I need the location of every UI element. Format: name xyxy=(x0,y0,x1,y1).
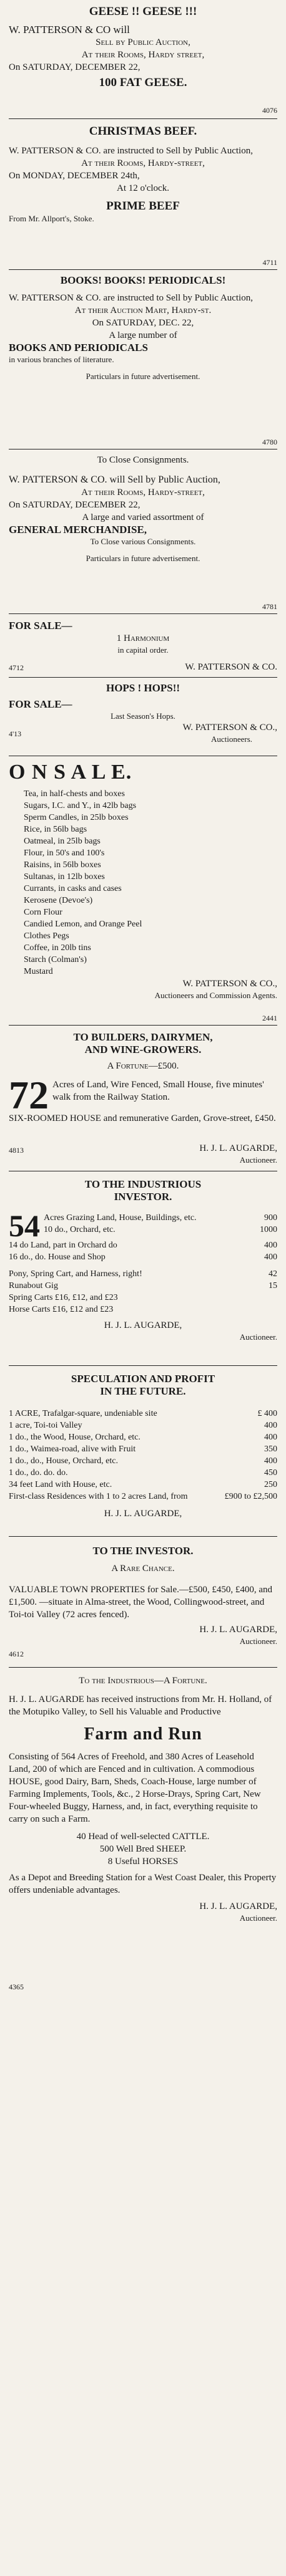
investor-sub: A Rare Chance. xyxy=(111,1564,175,1574)
harmonium-ref: 4712 xyxy=(9,663,24,672)
onsale-list xyxy=(9,788,277,978)
books-title: BOOKS! BOOKS! PERIODICALS! xyxy=(60,274,226,286)
ad-beef-body xyxy=(0,145,286,224)
spec-title1: SPECULATION AND PROFIT xyxy=(71,1373,215,1385)
beef-title: CHRISTMAS BEEF. xyxy=(89,125,197,138)
investor-sig: H. J. L. AUGARDE, xyxy=(199,1625,277,1635)
divider xyxy=(9,1667,277,1668)
investor-sig2: Auctioneer. xyxy=(239,1636,277,1646)
hops-sig2: Auctioneers. xyxy=(210,734,252,744)
ad-farm-body xyxy=(0,1693,286,1923)
farm-body: Consisting of 564 Acres of Freehold, and 380 Acres of Leasehold Land, 200 of which are Fenced and in cultivation. A commodious HOUSE, good Dairy, Barn, Sheds, Coach-House, large number of Farming Implements, Tools, &c., 2 Horse-Drays, Spring Cart, New Four-wheeled Buggy, Harness, and, in fact, everything requisite to carry on such a Farm. xyxy=(9,1752,261,1824)
farm-sig2: Auctioneer. xyxy=(239,1913,277,1923)
books-line6: in various branches of literature. xyxy=(9,355,114,364)
table-row: Pony, Spring Cart, and Harness, right! 42 xyxy=(9,1269,277,1279)
table-row: 1 acre, Toi-toi Valley 400 xyxy=(9,1421,277,1430)
list-item: Tea, in half-chests and boxes xyxy=(24,789,125,799)
geese-line4: On SATURDAY, DECEMBER 22, xyxy=(9,62,141,72)
investor-title: TO THE INVESTOR. xyxy=(92,1545,194,1557)
list-item: Clothes Pegs xyxy=(24,931,69,941)
hops-ref: 4'13 xyxy=(9,729,22,738)
ad-geese xyxy=(0,5,286,19)
beef-line2: At their Rooms, Hardy-street, xyxy=(81,158,205,168)
builders-line2: SIX-ROOMED HOUSE and remunerative Garden, Grove-street, £450. xyxy=(9,1113,276,1123)
list-item: Mustard xyxy=(24,967,53,976)
beef-line3: On MONDAY, DECEMBER 24th, xyxy=(9,171,140,181)
industrious-title2: INVESTOR. xyxy=(114,1191,172,1203)
ad-farm xyxy=(0,1675,286,1687)
list-item: Coffee, in 20lb tins xyxy=(24,943,91,953)
onsale-sig2: Auctioneers and Commission Agents. xyxy=(154,991,277,1000)
builders-title1: TO BUILDERS, DAIRYMEN, xyxy=(73,1031,213,1043)
farm-intro: H. J. L. AUGARDE has received instructions from Mr. H. Holland, of the Motupiko Valley, to Sell his Valuable and Productive xyxy=(9,1694,272,1717)
table-row: 1 ACRE, Trafalgar-square, undeniable site £ 400 xyxy=(9,1409,277,1418)
table-row: 1 do., do. do. do. 450 xyxy=(9,1468,277,1478)
ad-industrious xyxy=(0,1178,286,1203)
consign-line2: At their Rooms, Hardy-street, xyxy=(81,488,205,497)
ad-consign xyxy=(0,454,286,466)
list-item: Rice, in 56lb bags xyxy=(24,825,87,834)
books-line4: A large number of xyxy=(109,330,177,340)
table-row: 1 do., the Wood, House, Orchard, etc. 400 xyxy=(9,1433,277,1442)
onsale-ref: 2441 xyxy=(262,1014,277,1022)
harmonium-sig: W. PATTERSON & CO. xyxy=(185,662,277,672)
list-item: Corn Flour xyxy=(24,908,62,917)
geese-line1: W. PATTERSON & CO will xyxy=(9,24,130,36)
ad-builders-body xyxy=(0,1073,286,1125)
beef-line6: From Mr. Allport's, Stoke. xyxy=(9,214,94,223)
divider xyxy=(9,1025,277,1026)
farm-title: To the Industrious—A Fortune. xyxy=(79,1676,207,1686)
builders-text: Acres of Land, Wire Fenced, Small House, five minutes' walk from the Railway Station. xyxy=(52,1080,264,1102)
consign-line7: Particulars in future advertisement. xyxy=(86,554,200,563)
table-row: First-class Residences with 1 to 2 acres Land, from £900 to £2,500 xyxy=(9,1492,277,1501)
ad-spec xyxy=(0,1373,286,1398)
ad-spec-body xyxy=(0,1408,286,1520)
ad-hops-body xyxy=(0,698,286,744)
consign-line6: To Close various Consignments. xyxy=(90,537,196,546)
list-item: Oatmeal, in 25lb bags xyxy=(24,837,101,846)
list-item: Starch (Colman's) xyxy=(24,955,87,964)
harmonium-sig-wrap xyxy=(0,661,286,673)
table-row: Runabout Gig 15 xyxy=(9,1281,277,1290)
list-item: Flour, in 50's and 100's xyxy=(24,848,105,858)
table-row: 1 do., do., House, Orchard, etc. 400 xyxy=(9,1456,277,1466)
geese-line2: Sell by Public Auction, xyxy=(96,37,190,47)
investor-text: VALUABLE TOWN PROPERTIES for Sale.—£500, £450, £400, and £1,500. —situate in Alma-street, the Wood, Collingwood-street, and Toi-toi Valley (72 acres fenced). xyxy=(9,1585,273,1620)
list-item: Sugars, I.C. and Y., in 42lb bags xyxy=(24,801,137,810)
list-item: Candied Lemon, and Orange Peel xyxy=(24,920,142,929)
builders-sig2: Auctioneer. xyxy=(239,1155,277,1165)
ad-consign-body xyxy=(0,474,286,564)
farm-stock3: 8 Useful HORSES xyxy=(107,1857,179,1867)
list-item: Kerosene (Devoe's) xyxy=(24,896,93,905)
farm-stock2: 500 Well Bred SHEEP. xyxy=(99,1844,187,1854)
list-item: Sultanas, in 12lb boxes xyxy=(24,872,105,882)
investor-ref: 4612 xyxy=(9,1650,24,1658)
list-item: Sperm Candles, in 25lb boxes xyxy=(24,813,129,822)
beef-line4: At 12 o'clock. xyxy=(117,183,169,193)
farm-ref: 4365 xyxy=(9,1982,24,1991)
spec-sig: H. J. L. AUGARDE, xyxy=(104,1509,182,1519)
onsale-title: O N S A L E. xyxy=(9,761,132,784)
industrious-sig2: Auctioneer. xyxy=(239,1332,277,1342)
list-item: Raisins, in 56lb boxes xyxy=(24,860,101,870)
builders-ref: 4813 xyxy=(9,1146,24,1155)
divider xyxy=(9,613,277,614)
ad-beef xyxy=(0,125,286,138)
books-line5: BOOKS AND PERIODICALS xyxy=(9,342,148,353)
harmonium-line3: in capital order. xyxy=(117,645,169,655)
list-item: Currants, in casks and cases xyxy=(24,884,122,893)
table-row: Horse Carts £16, £12 and £23 xyxy=(9,1305,114,1314)
books-line1: W. PATTERSON & CO. are instructed to Sell by Public Auction, xyxy=(9,293,253,303)
builders-sig-wrap xyxy=(0,1142,286,1165)
consign-line5: GENERAL MERCHANDISE, xyxy=(9,524,147,536)
consign-line4: A large and varied assortment of xyxy=(82,512,204,522)
ad-books-body xyxy=(0,292,286,382)
ad-investor-body xyxy=(0,1584,286,1646)
builders-sig: H. J. L. AUGARDE, xyxy=(199,1143,277,1153)
ad-books xyxy=(0,274,286,287)
ad-hops xyxy=(0,682,286,694)
builders-sub: A Fortune—£500. xyxy=(107,1061,179,1071)
ad-builders xyxy=(0,1031,286,1072)
books-ref: 4780 xyxy=(262,438,277,446)
divider xyxy=(9,269,277,270)
table-row: Acres Grazing Land, House, Buildings, etc. 900 xyxy=(44,1213,277,1223)
industrious-big: 54 xyxy=(9,1208,40,1243)
hops-title: HOPS ! HOPS!! xyxy=(106,682,180,694)
farm-head: Farm and Run xyxy=(84,1724,202,1744)
ad-onsale xyxy=(0,761,286,1001)
consign-line0: To Close Consignments. xyxy=(97,455,189,465)
geese-title: GEESE !! GEESE !!! xyxy=(89,5,197,18)
hops-sig: W. PATTERSON & CO., xyxy=(182,723,277,733)
books-line2: At their Auction Mart, Hardy-st. xyxy=(74,305,212,315)
builders-big: 72 xyxy=(9,1073,49,1117)
farm-close: As a Depot and Breeding Station for a West Coast Dealer, this Property offers undeniable advantages. xyxy=(9,1873,277,1895)
consign-line1: W. PATTERSON & CO. will Sell by Public Auction, xyxy=(9,474,220,485)
farm-sig: H. J. L. AUGARDE, xyxy=(199,1901,277,1911)
builders-title2: AND WINE-GROWERS. xyxy=(84,1044,202,1055)
consign-line3: On SATURDAY, DECEMBER 22, xyxy=(9,500,141,510)
beef-line5: PRIME BEEF xyxy=(106,199,180,213)
geese-ref: 4076 xyxy=(262,106,277,115)
farm-stock1: 40 Head of well-selected CATTLE. xyxy=(76,1832,210,1842)
table-row: Spring Carts £16, £12, and £23 xyxy=(9,1293,118,1302)
consign-ref: 4781 xyxy=(262,602,277,611)
books-line7: Particulars in future advertisement. xyxy=(86,372,200,381)
divider xyxy=(9,118,277,119)
beef-ref: 4711 xyxy=(262,258,277,267)
books-line3: On SATURDAY, DEC. 22, xyxy=(92,318,194,328)
table-row: 34 feet Land with House, etc. 250 xyxy=(9,1480,277,1489)
industrious-sig: H. J. L. AUGARDE, xyxy=(104,1320,182,1330)
divider xyxy=(9,1365,277,1366)
onsale-sig: W. PATTERSON & CO., xyxy=(182,979,277,989)
divider xyxy=(9,1536,277,1537)
spec-title2: IN THE FUTURE. xyxy=(100,1385,186,1397)
harmonium-line1: FOR SALE— xyxy=(9,620,72,632)
table-row: 10 do., Orchard, etc. 1000 xyxy=(44,1225,277,1234)
ad-harmonium xyxy=(0,620,286,655)
table-row: 1 do., Waimea-road, alive with Fruit 350 xyxy=(9,1444,277,1454)
beef-line1: W. PATTERSON & CO. are instructed to Sell by Public Auction, xyxy=(9,146,253,156)
harmonium-line2: 1 Harmonium xyxy=(116,633,170,643)
ad-industrious-body xyxy=(0,1208,286,1342)
industrious-title1: TO THE INDUSTRIOUS xyxy=(84,1178,202,1190)
table-row: 16 do., do. House and Shop 400 xyxy=(9,1252,277,1262)
table-row: 14 do Land, part in Orchard do 400 xyxy=(9,1241,277,1250)
hops-line2: Last Season's Hops. xyxy=(111,711,175,721)
divider xyxy=(9,677,277,678)
ad-geese-body xyxy=(0,24,286,90)
geese-line5: 100 FAT GEESE. xyxy=(99,76,187,89)
hops-line1: FOR SALE— xyxy=(9,698,72,710)
geese-line3: At their Rooms, Hardy street, xyxy=(81,50,205,60)
ad-investor xyxy=(0,1545,286,1575)
